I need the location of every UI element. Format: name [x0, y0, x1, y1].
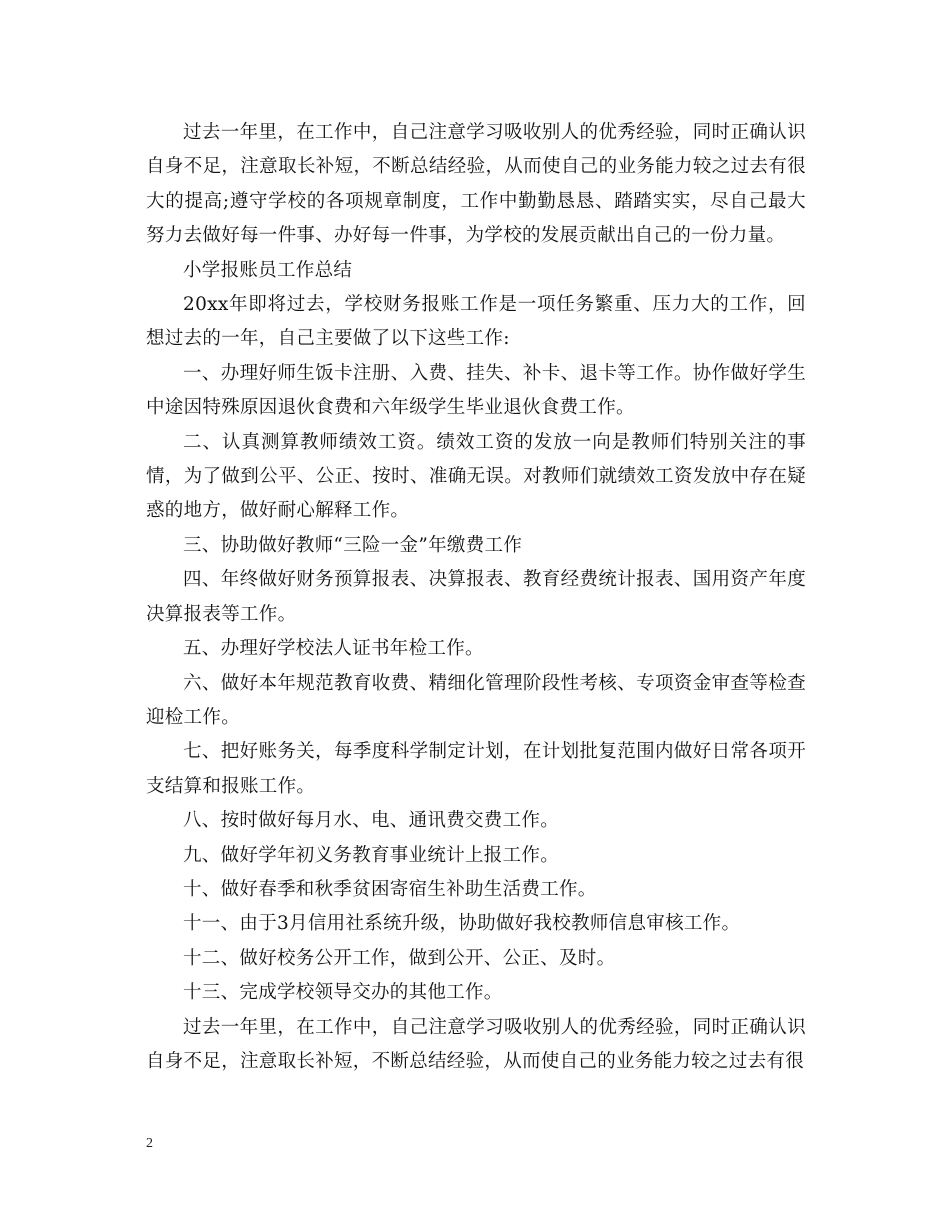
list-item-2: 二、认真测算教师绩效工资。绩效工资的发放一向是教师们特别关注的事情，为了做到公平、公正、按时、准确无误。对教师们就绩效工资发放中存在疑惑的地方，做好耐心解释工作。	[146, 431, 806, 522]
list-item-9: 九、做好学年初义务教育事业统计上报工作。	[183, 844, 560, 866]
paragraph-opening: 20xx年即将过去，学校财务报账工作是一项任务繁重、压力大的工作，回想过去的一年，自己主要做了以下这些工作:	[146, 294, 806, 350]
document-body	[146, 116, 806, 1079]
list-item-6: 六、做好本年规范教育收费、精细化管理阶段性考核、专项资金审查等检查迎检工作。	[146, 672, 806, 728]
list-item-10: 十、做好春季和秋季贫困寄宿生补助生活费工作。	[183, 878, 597, 900]
list-item-5: 五、办理好学校法人证书年检工作。	[183, 638, 484, 660]
list-item-3: 三、协助做好教师“三险一金”年缴费工作	[183, 534, 523, 556]
paragraph-intro: 过去一年里，在工作中，自己注意学习吸收别人的优秀经验，同时正确认识自身不足，注意取长补短，不断总结经验，从而使自己的业务能力较之过去有很大的提高;遵守学校的各项规章制度，工作中勤勤恳恳、踏踏实实，尽自己最大努力去做好每一件事、办好每一件事，为学校的发展贡献出自己的一份力量。	[146, 122, 806, 247]
page-number: 2	[146, 1136, 153, 1151]
section-heading: 小学报账员工作总结	[183, 259, 353, 281]
list-item-11: 十一、由于3月信用社系统升级，协助做好我校教师信息审核工作。	[183, 913, 741, 935]
list-item-7: 七、把好账务关，每季度科学制定计划，在计划批复范围内做好日常各项开支结算和报账工作。	[146, 741, 806, 797]
list-item-1: 一、办理好师生饭卡注册、入费、挂失、补卡、退卡等工作。协作做好学生中途因特殊原因退伙食费和六年级学生毕业退伙食费工作。	[146, 362, 806, 419]
list-item-8: 八、按时做好每月水、电、通讯费交费工作。	[183, 810, 560, 832]
list-item-12: 十二、做好校务公开工作，做到公开、公正、及时。	[183, 947, 616, 969]
paragraph-closing: 过去一年里，在工作中，自己注意学习吸收别人的优秀经验，同时正确认识自身不足，注意取长补短，不断总结经验，从而使自己的业务能力较之过去有很	[146, 1016, 806, 1072]
list-item-13: 十三、完成学校领导交办的其他工作。	[183, 982, 503, 1004]
list-item-4: 四、年终做好财务预算报表、决算报表、教育经费统计报表、国用资产年度决算报表等工作。	[146, 569, 806, 625]
